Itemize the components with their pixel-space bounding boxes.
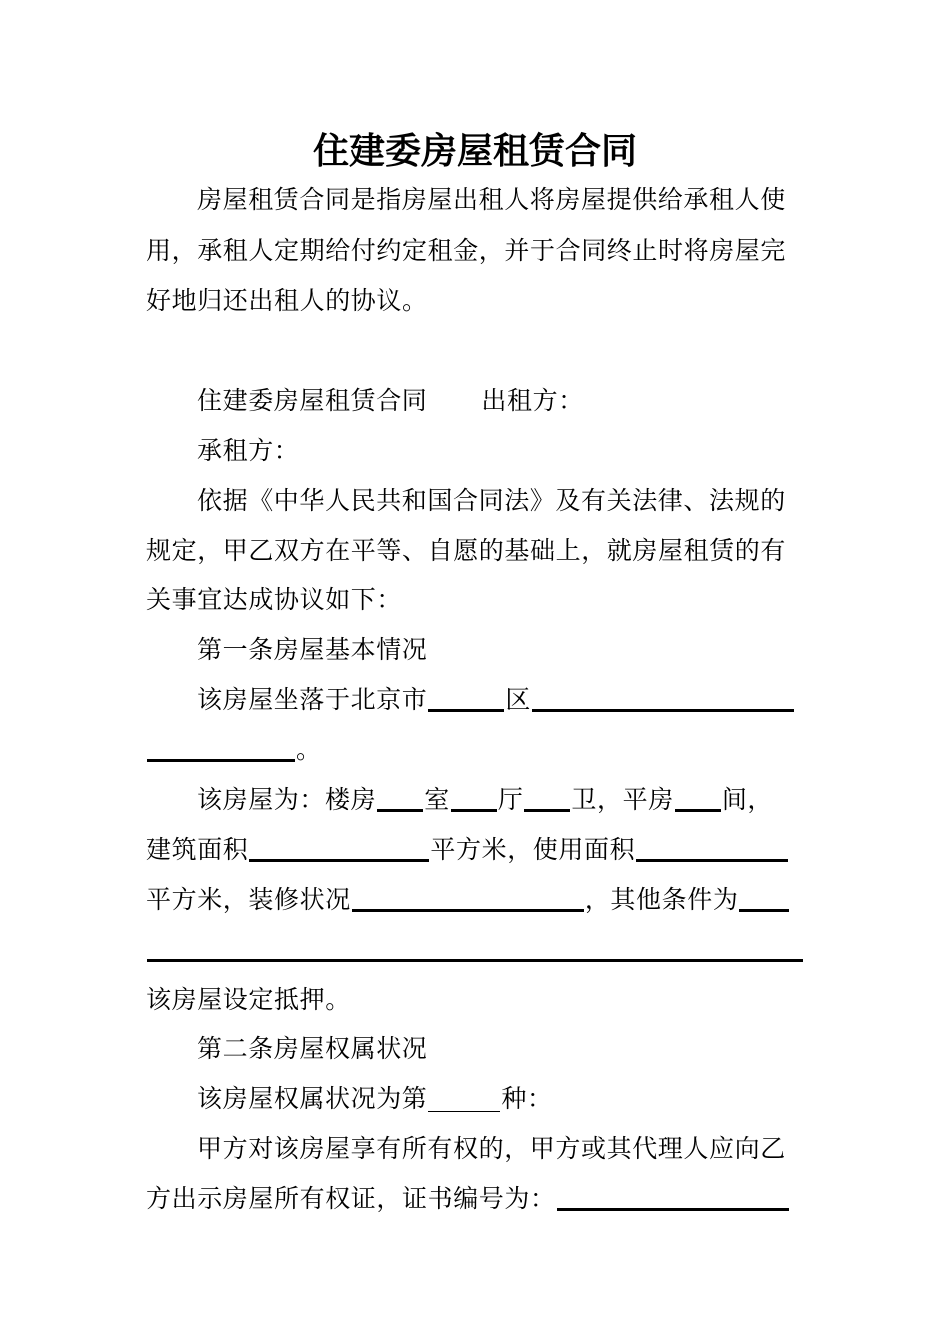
intro-line-1: 房屋租赁合同是指房屋出租人将房屋提供给承租人使 — [197, 185, 786, 214]
basis-line-2: 规定，甲乙双方在平等、自愿的基础上，就房屋租赁的有 — [146, 536, 787, 565]
location-line — [197, 683, 806, 717]
lessee-label: 承租方： — [197, 436, 300, 465]
mortgage-line: 该房屋设定抵押。 — [146, 985, 351, 1014]
usable-area-label: 平方米，使用面积 — [430, 835, 636, 864]
renovation-blank — [352, 909, 584, 912]
ownership-blank — [428, 1111, 500, 1112]
building-area-blank — [249, 859, 429, 862]
conditions-blank-line — [146, 933, 806, 967]
type-line — [197, 783, 806, 817]
header-title: 住建委房屋租赁合同 — [197, 386, 428, 415]
header-line — [197, 384, 806, 418]
article2-title: 第二条房屋权属状况 — [197, 1034, 428, 1063]
ownership-line — [197, 1082, 806, 1116]
room-blank — [377, 809, 423, 812]
lessor-label: 出租方： — [481, 386, 584, 415]
ownership-label: 该房屋权属状况为第 — [197, 1084, 428, 1113]
party-a-line-1: 甲方对该房屋享有所有权的，甲方或其代理人应向乙 — [197, 1134, 786, 1163]
location-end: 。 — [296, 735, 322, 764]
article1-title: 第一条房屋基本情况 — [197, 635, 428, 664]
address-blank-cont — [147, 759, 295, 762]
bungalow-blank — [675, 809, 721, 812]
bath-label: 卫，平房 — [571, 785, 674, 814]
other-conditions-blank-cont — [147, 959, 803, 962]
room-label: 室 — [424, 785, 450, 814]
district-label: 区 — [505, 685, 532, 714]
hall-blank — [451, 809, 497, 812]
bungalow-label: 间， — [721, 785, 774, 814]
building-area-label: 建筑面积 — [146, 835, 249, 864]
usable-area-blank — [636, 859, 788, 862]
ownership-suffix: 种： — [501, 1084, 553, 1113]
party-a-line-2 — [146, 1182, 806, 1216]
basis-line-3: 关事宜达成协议如下： — [146, 585, 403, 614]
intro-line-3: 好地归还出租人的协议。 — [146, 286, 428, 315]
intro-line-2: 用，承租人定期给付约定租金，并于合同终止时将房屋完 — [146, 236, 787, 265]
other-conditions-blank — [739, 909, 789, 912]
other-conditions-label: ，其他条件为 — [584, 885, 739, 914]
document-title: 住建委房屋租赁合同 — [312, 131, 637, 172]
address-blank — [532, 709, 794, 712]
certificate-label: 方出示房屋所有权证，证书编号为： — [146, 1184, 556, 1213]
bath-blank — [524, 809, 570, 812]
type-label: 该房屋为：楼房 — [197, 785, 377, 814]
basis-line-1: 依据《中华人民共和国合同法》及有关法律、法规的 — [197, 486, 786, 515]
area-line — [146, 833, 806, 867]
location-line-2 — [146, 733, 806, 767]
renovation-line — [146, 883, 806, 917]
location-label: 该房屋坐落于北京市 — [197, 685, 428, 714]
renovation-label: 平方米，装修状况 — [146, 885, 351, 914]
certificate-blank — [557, 1208, 789, 1211]
hall-label: 厅 — [497, 785, 524, 814]
district-blank — [428, 709, 504, 712]
